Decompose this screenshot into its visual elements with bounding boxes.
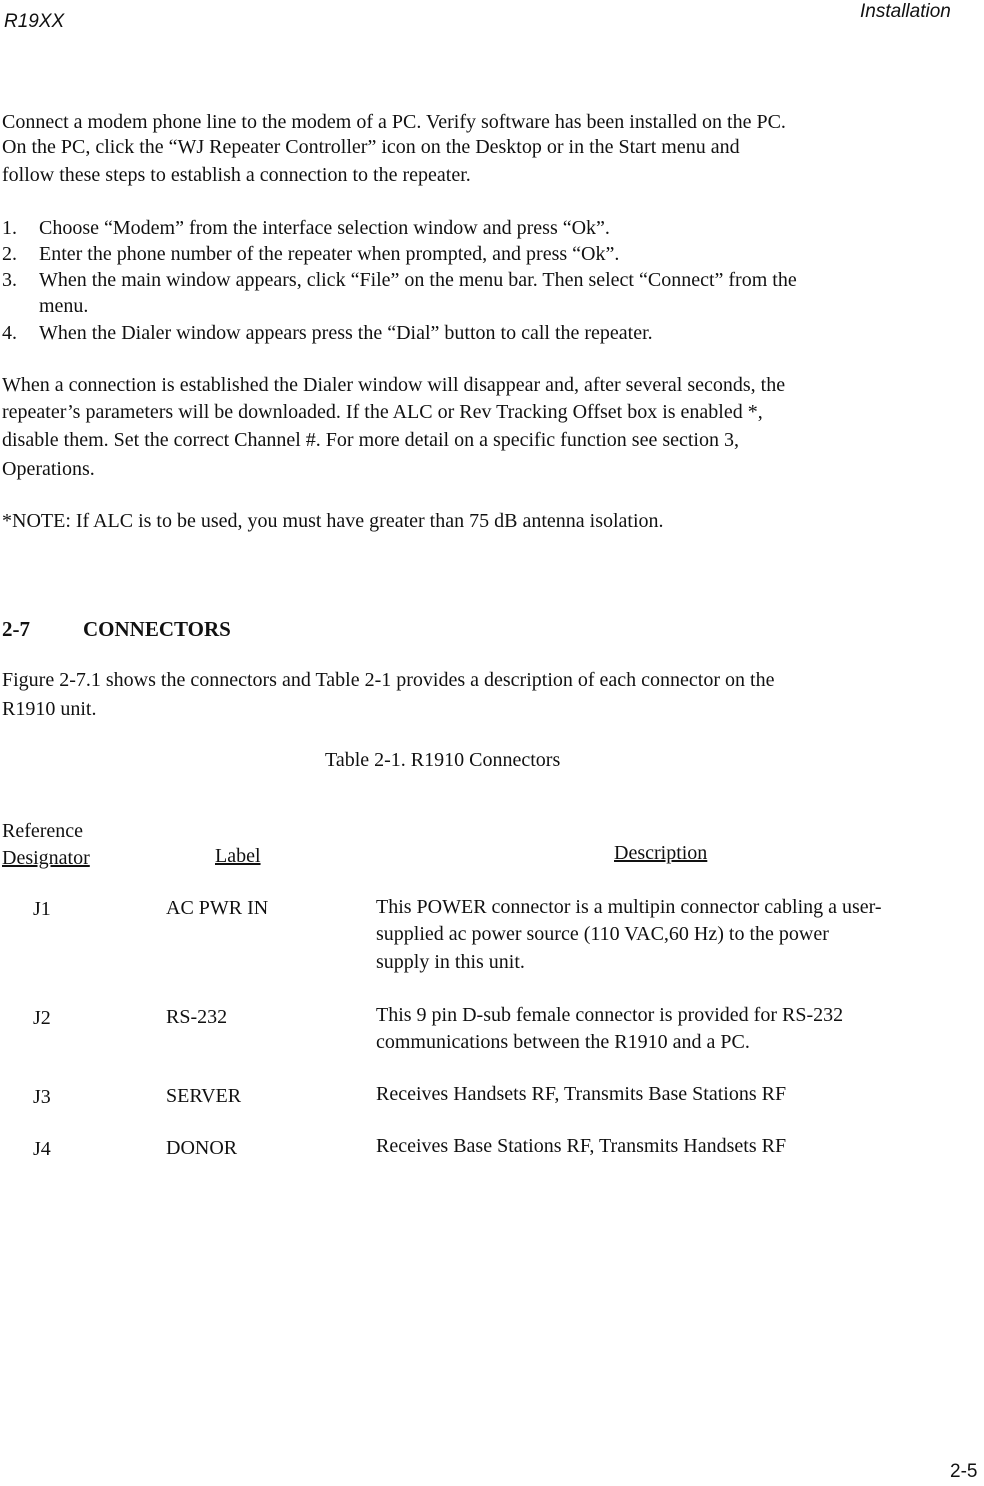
note: *NOTE: If ALC is to be used, you must have greater than 75 dB antenna isolation.: [2, 510, 664, 532]
cell-description: communications between the R1910 and a PC.: [376, 1031, 750, 1053]
header-reference: Reference: [2, 820, 84, 842]
cell-ref: J4: [33, 1138, 51, 1160]
step-text: Choose “Modem” from the interface selection window and press “Ok”.: [39, 217, 610, 239]
text-line: On the PC, click the “WJ Repeater Controller” icon on the Desktop or in the Start menu and: [2, 136, 740, 158]
step-text: When the main window appears, click “File” on the menu bar. Then select “Connect” from the: [39, 269, 797, 291]
cell-label: AC PWR IN: [166, 897, 269, 919]
step-text: Enter the phone number of the repeater when prompted, and press “Ok”.: [39, 243, 620, 265]
text-line: Connect a modem phone line to the modem of a PC. Verify software has been installed on the PC.: [2, 111, 786, 133]
table-caption: Table 2-1. R1910 Connectors: [325, 749, 561, 771]
header-description: Description: [614, 842, 708, 864]
step-text: menu.: [39, 295, 89, 317]
cell-ref: J3: [33, 1086, 51, 1108]
text-line: repeater’s parameters will be downloaded. If the ALC or Rev Tracking Offset box is enabled *,: [2, 401, 763, 423]
cell-description: supplied ac power source (110 VAC,60 Hz) to the power: [376, 923, 829, 945]
step-number: 3.: [2, 269, 17, 291]
step-number: 1.: [2, 217, 17, 239]
cell-label: SERVER: [166, 1085, 242, 1107]
cell-description: This 9 pin D-sub female connector is provided for RS-232: [376, 1004, 844, 1026]
cell-description: supply in this unit.: [376, 951, 525, 973]
section-title: CONNECTORS: [83, 617, 231, 641]
cell-ref: J2: [33, 1007, 51, 1029]
cell-description: Receives Base Stations RF, Transmits Handsets RF: [376, 1135, 787, 1157]
header-section: Installation: [860, 1, 951, 22]
section-number: 2-7: [2, 617, 30, 641]
cell-label: DONOR: [166, 1137, 238, 1159]
text-line: Operations.: [2, 458, 95, 480]
text-line: R1910 unit.: [2, 698, 97, 720]
step-text: When the Dialer window appears press the “Dial” button to call the repeater.: [39, 322, 653, 344]
step-number: 4.: [2, 322, 17, 344]
cell-ref: J1: [33, 898, 51, 920]
cell-description: Receives Handsets RF, Transmits Base Stations RF: [376, 1083, 787, 1105]
header-designator: Designator: [2, 847, 90, 869]
cell-label: RS-232: [166, 1006, 228, 1028]
text-line: follow these steps to establish a connection to the repeater.: [2, 164, 471, 186]
step-number: 2.: [2, 243, 17, 265]
text-line: disable them. Set the correct Channel #. For more detail on a specific function see section 3,: [2, 429, 739, 451]
header-label: Label: [215, 845, 261, 867]
text-line: When a connection is established the Dialer window will disappear and, after several seconds, the: [2, 374, 786, 396]
cell-description: This POWER connector is a multipin connector cabling a user-: [376, 896, 882, 918]
header-model: R19XX: [4, 11, 65, 32]
page-number: 2-5: [950, 1461, 978, 1482]
text-line: Figure 2-7.1 shows the connectors and Table 2-1 provides a description of each connector on the: [2, 669, 775, 691]
